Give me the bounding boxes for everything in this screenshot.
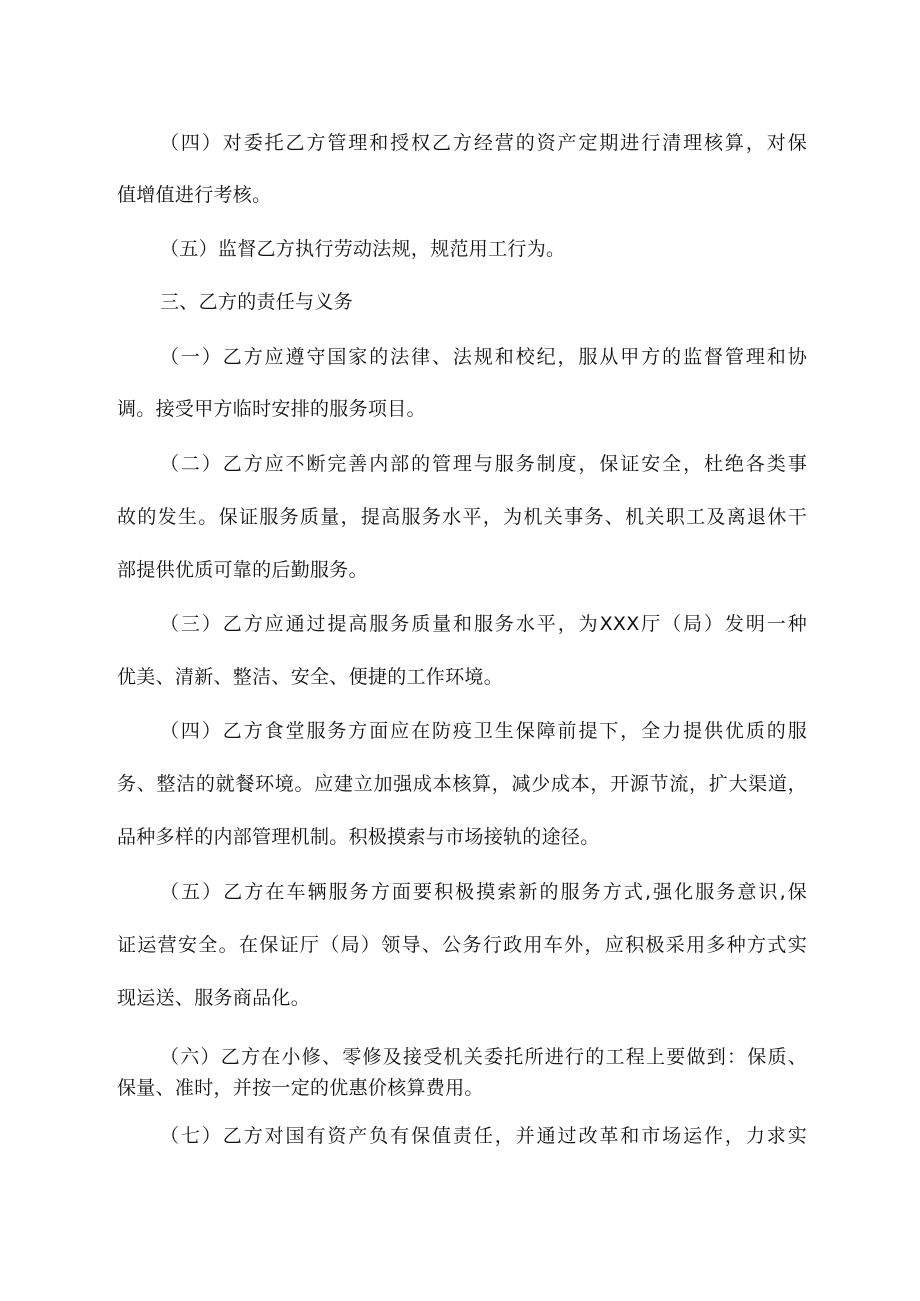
section-heading: 三、乙方的责任与义务 [160, 291, 354, 313]
paragraph-line: （五）监督乙方执行劳动法规，规范用工行为。 [160, 238, 566, 260]
paragraph-line: 品种多样的内部管理机制。积极摸索与市场接轨的途径。 [117, 826, 600, 848]
paragraph-line: （三）乙方应通过提高服务质量和服务水平，为XXX厅（局）发明一种 [160, 613, 807, 635]
paragraph-line: （五）乙方在车辆服务方面要积极摸索新的服务方式,强化服务意识,保 [160, 881, 807, 903]
paragraph-line: 保量、准时，并按一定的优惠价核算费用。 [117, 1077, 484, 1099]
paragraph-line: （四）乙方食堂服务方面应在防疫卫生保障前提下，全力提供优质的服 [160, 720, 807, 742]
paragraph-line: 调。接受甲方临时安排的服务项目。 [117, 398, 426, 420]
paragraph-line: （四）对委托乙方管理和授权乙方经营的资产定期进行清理核算，对保 [160, 132, 807, 154]
paragraph-line: 现运送、服务商品化。 [117, 987, 311, 1009]
paragraph-line: （七）乙方对国有资产负有保值责任，并通过改革和市场运作，力求实 [160, 1125, 807, 1147]
paragraph-line: 故的发生。保证服务质量，提高服务水平，为机关事务、机关职工及离退休干 [117, 506, 807, 528]
paragraph-line: 优美、清新、整洁、安全、便捷的工作环境。 [117, 666, 504, 688]
paragraph-line: （一）乙方应遵守国家的法律、法规和校纪，服从甲方的监督管理和协 [160, 346, 807, 368]
paragraph-line: 部提供优质可靠的后勤服务。 [117, 559, 368, 581]
paragraph-line: （六）乙方在小修、零修及接受机关委托所进行的工程上要做到：保质、 [160, 1046, 807, 1068]
paragraph-line: （二）乙方应不断完善内部的管理与服务制度，保证安全，杜绝各类事 [160, 453, 807, 475]
paragraph-line: 证运营安全。在保证厅（局）领导、公务行政用车外，应积极采用多种方式实 [117, 934, 807, 956]
paragraph-line: 务、整洁的就餐环境。应建立加强成本核算，减少成本，开源节流，扩大渠道， [117, 773, 807, 795]
paragraph-line: 值增值进行考核。 [117, 184, 272, 206]
